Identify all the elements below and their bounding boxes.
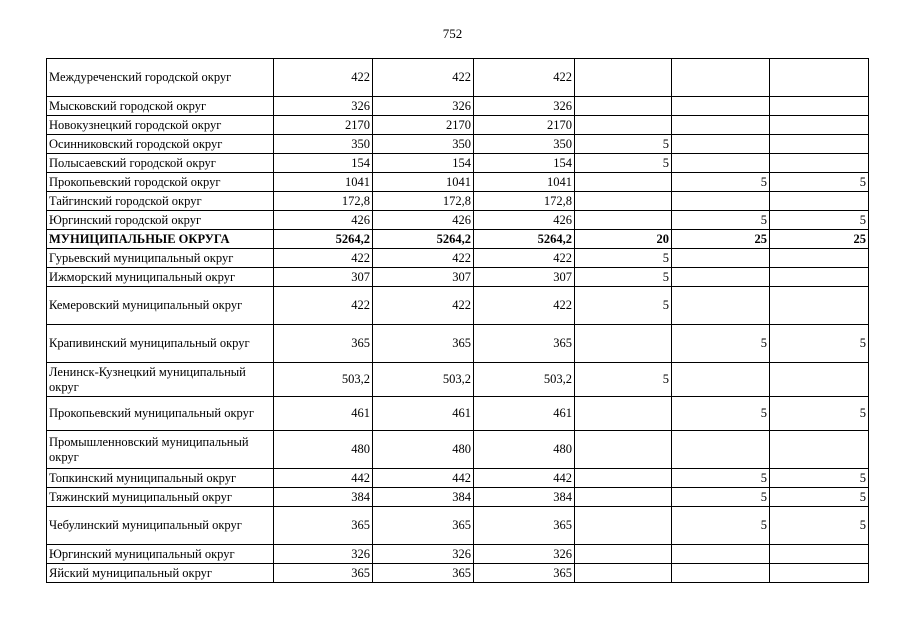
value-cell: 172,8 — [474, 192, 575, 211]
table-row — [47, 564, 869, 583]
row-name-cell: Юргинский городской округ — [47, 211, 274, 230]
row-name-cell: Полысаевский городской округ — [47, 154, 274, 173]
data-table — [46, 58, 869, 583]
table-row — [47, 507, 869, 545]
row-name-cell: Топкинский муниципальный округ — [47, 469, 274, 488]
row-name-cell: Юргинский муниципальный округ — [47, 545, 274, 564]
value-cell — [770, 363, 869, 397]
value-cell: 1041 — [373, 173, 474, 192]
value-cell — [575, 211, 672, 230]
row-name-cell: Междуреченский городской округ — [47, 59, 274, 97]
row-name-cell: Осинниковский городской округ — [47, 135, 274, 154]
value-cell: 326 — [373, 545, 474, 564]
value-cell: 384 — [274, 488, 373, 507]
value-cell — [770, 268, 869, 287]
value-cell — [575, 488, 672, 507]
value-cell: 426 — [474, 211, 575, 230]
value-cell: 307 — [474, 268, 575, 287]
value-cell: 5 — [770, 488, 869, 507]
table-row — [47, 97, 869, 116]
row-name-cell: Новокузнецкий городской округ — [47, 116, 274, 135]
row-name-cell: Гурьевский муниципальный округ — [47, 249, 274, 268]
value-cell: 172,8 — [274, 192, 373, 211]
row-name-cell: Мысковский городской округ — [47, 97, 274, 116]
value-cell — [672, 154, 770, 173]
value-cell: 365 — [474, 564, 575, 583]
value-cell: 326 — [274, 545, 373, 564]
row-name-cell: Кемеровский муниципальный округ — [47, 287, 274, 325]
value-cell — [672, 192, 770, 211]
value-cell: 5 — [672, 173, 770, 192]
value-cell: 5 — [672, 325, 770, 363]
value-cell — [575, 173, 672, 192]
value-cell: 5 — [770, 507, 869, 545]
table-row — [47, 363, 869, 397]
value-cell: 5 — [575, 287, 672, 325]
value-cell: 503,2 — [274, 363, 373, 397]
value-cell: 5 — [575, 363, 672, 397]
page-number: 752 — [442, 26, 463, 41]
value-cell — [672, 545, 770, 564]
value-cell: 422 — [373, 59, 474, 97]
value-cell: 5 — [770, 469, 869, 488]
value-cell: 422 — [274, 287, 373, 325]
table-row — [47, 135, 869, 154]
table-row — [47, 397, 869, 431]
value-cell — [672, 287, 770, 325]
value-cell: 5 — [770, 173, 869, 192]
value-cell — [575, 507, 672, 545]
value-cell — [672, 431, 770, 469]
value-cell: 307 — [274, 268, 373, 287]
value-cell: 503,2 — [474, 363, 575, 397]
row-name-cell: Тяжинский муниципальный округ — [47, 488, 274, 507]
value-cell: 480 — [474, 431, 575, 469]
value-cell — [770, 287, 869, 325]
row-name-cell: Ижморский муниципальный округ — [47, 268, 274, 287]
value-cell: 365 — [274, 564, 373, 583]
value-cell: 426 — [373, 211, 474, 230]
value-cell: 154 — [373, 154, 474, 173]
row-name-cell: Крапивинский муниципальный округ — [47, 325, 274, 363]
table-row — [47, 268, 869, 287]
value-cell: 426 — [274, 211, 373, 230]
value-cell: 503,2 — [373, 363, 474, 397]
value-cell — [770, 97, 869, 116]
value-cell: 365 — [373, 325, 474, 363]
value-cell: 422 — [474, 287, 575, 325]
value-cell — [770, 154, 869, 173]
value-cell — [575, 564, 672, 583]
value-cell: 350 — [274, 135, 373, 154]
value-cell: 442 — [373, 469, 474, 488]
value-cell: 5 — [672, 397, 770, 431]
value-cell: 365 — [474, 507, 575, 545]
value-cell — [575, 59, 672, 97]
value-cell: 5 — [575, 268, 672, 287]
row-name-cell: Прокопьевский городской округ — [47, 173, 274, 192]
value-cell: 326 — [474, 545, 575, 564]
value-cell — [770, 249, 869, 268]
value-cell: 20 — [575, 230, 672, 249]
value-cell — [575, 431, 672, 469]
row-name-cell: Ленинск-Кузнецкий муниципальный округ — [47, 363, 274, 397]
value-cell — [770, 545, 869, 564]
value-cell: 350 — [474, 135, 575, 154]
value-cell: 2170 — [274, 116, 373, 135]
value-cell: 25 — [672, 230, 770, 249]
value-cell: 5 — [575, 154, 672, 173]
value-cell: 422 — [474, 59, 575, 97]
value-cell: 5 — [672, 469, 770, 488]
value-cell: 5 — [672, 507, 770, 545]
value-cell: 365 — [274, 325, 373, 363]
table-row — [47, 211, 869, 230]
row-name-cell: МУНИЦИПАЛЬНЫЕ ОКРУГА — [47, 230, 274, 249]
value-cell — [575, 325, 672, 363]
value-cell: 5 — [575, 249, 672, 268]
table-row — [47, 173, 869, 192]
value-cell: 5264,2 — [373, 230, 474, 249]
value-cell: 422 — [274, 59, 373, 97]
value-cell — [575, 397, 672, 431]
table-row — [47, 192, 869, 211]
value-cell: 1041 — [274, 173, 373, 192]
table-row — [47, 488, 869, 507]
table-row — [47, 154, 869, 173]
value-cell: 5264,2 — [274, 230, 373, 249]
value-cell — [770, 431, 869, 469]
value-cell — [672, 564, 770, 583]
value-cell: 442 — [474, 469, 575, 488]
value-cell: 442 — [274, 469, 373, 488]
value-cell: 25 — [770, 230, 869, 249]
value-cell — [575, 469, 672, 488]
value-cell: 422 — [373, 287, 474, 325]
value-cell: 384 — [474, 488, 575, 507]
table-body — [47, 59, 869, 583]
value-cell: 422 — [373, 249, 474, 268]
value-cell: 461 — [373, 397, 474, 431]
value-cell — [672, 249, 770, 268]
value-cell: 154 — [474, 154, 575, 173]
value-cell — [672, 363, 770, 397]
value-cell: 2170 — [373, 116, 474, 135]
value-cell: 365 — [373, 507, 474, 545]
value-cell — [575, 192, 672, 211]
table-row — [47, 116, 869, 135]
table-row — [47, 287, 869, 325]
value-cell: 326 — [373, 97, 474, 116]
value-cell: 2170 — [474, 116, 575, 135]
value-cell: 5264,2 — [474, 230, 575, 249]
value-cell: 5 — [672, 211, 770, 230]
value-cell: 480 — [373, 431, 474, 469]
value-cell: 307 — [373, 268, 474, 287]
value-cell: 422 — [274, 249, 373, 268]
value-cell: 154 — [274, 154, 373, 173]
value-cell: 461 — [474, 397, 575, 431]
value-cell: 326 — [474, 97, 575, 116]
value-cell: 384 — [373, 488, 474, 507]
value-cell — [770, 135, 869, 154]
value-cell — [672, 135, 770, 154]
value-cell: 422 — [474, 249, 575, 268]
value-cell: 5 — [770, 325, 869, 363]
table-row — [47, 431, 869, 469]
value-cell — [770, 116, 869, 135]
table-row — [47, 469, 869, 488]
value-cell: 326 — [274, 97, 373, 116]
value-cell: 1041 — [474, 173, 575, 192]
value-cell: 5 — [770, 397, 869, 431]
row-name-cell: Тайгинский городской округ — [47, 192, 274, 211]
table-row — [47, 545, 869, 564]
value-cell — [770, 192, 869, 211]
value-cell — [575, 97, 672, 116]
row-name-cell: Прокопьевский муниципальный округ — [47, 397, 274, 431]
value-cell: 365 — [373, 564, 474, 583]
value-cell — [770, 59, 869, 97]
table-row — [47, 249, 869, 268]
row-name-cell: Яйский муниципальный округ — [47, 564, 274, 583]
row-name-cell: Чебулинский муниципальный округ — [47, 507, 274, 545]
value-cell: 461 — [274, 397, 373, 431]
table-row — [47, 59, 869, 97]
value-cell: 365 — [474, 325, 575, 363]
value-cell — [770, 564, 869, 583]
value-cell: 5 — [770, 211, 869, 230]
table-row — [47, 325, 869, 363]
value-cell — [575, 545, 672, 564]
value-cell — [672, 97, 770, 116]
table-row — [47, 230, 869, 249]
value-cell: 172,8 — [373, 192, 474, 211]
value-cell — [575, 116, 672, 135]
value-cell: 5 — [575, 135, 672, 154]
value-cell: 480 — [274, 431, 373, 469]
value-cell — [672, 268, 770, 287]
value-cell — [672, 116, 770, 135]
value-cell — [672, 59, 770, 97]
value-cell: 350 — [373, 135, 474, 154]
row-name-cell: Промышленновский муниципальный округ — [47, 431, 274, 469]
value-cell: 5 — [672, 488, 770, 507]
value-cell: 365 — [274, 507, 373, 545]
